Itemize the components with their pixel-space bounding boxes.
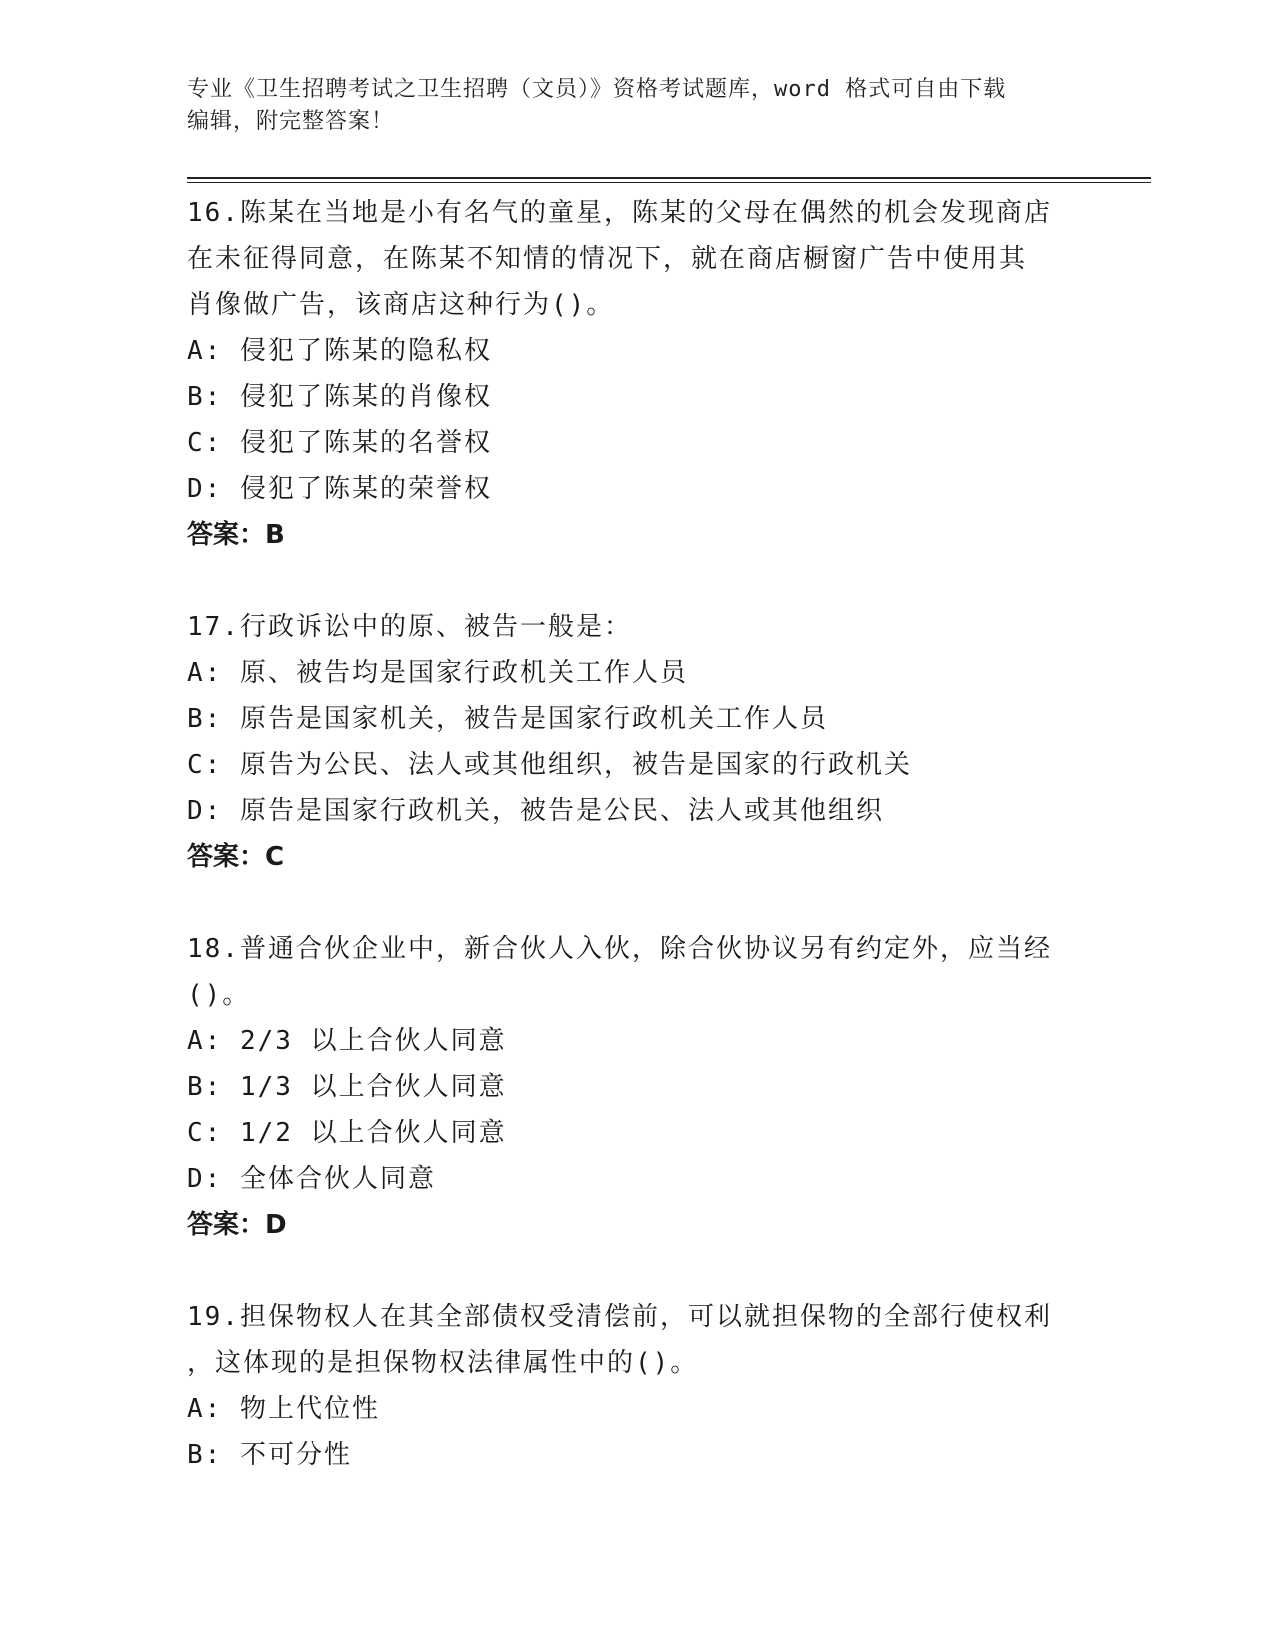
- question-list: [187, 190, 1087, 1478]
- question-19: [187, 1294, 1087, 1478]
- question-stem-line: 在未征得同意，在陈某不知情的情况下，就在商店橱窗广告中使用其: [187, 244, 1028, 274]
- answer-line: 答案：B: [187, 520, 285, 550]
- option-c: C: 原告为公民、法人或其他组织，被告是国家的行政机关: [187, 750, 912, 780]
- option-b: B: 1/3 以上合伙人同意: [187, 1072, 507, 1102]
- question-stem-line: ，这体现的是担保物权法律属性中的()。: [187, 1348, 699, 1378]
- question-stem-line: 18.普通合伙企业中，新合伙人入伙，除合伙协议另有约定外，应当经: [187, 934, 1052, 964]
- header-line-1: 专业《卫生招聘考试之卫生招聘（文员）》资格考试题库，word 格式可自由下载: [187, 77, 1007, 102]
- option-c: C: 侵犯了陈某的名誉权: [187, 428, 492, 458]
- option-b: B: 原告是国家机关，被告是国家行政机关工作人员: [187, 704, 828, 734]
- answer-line: 答案：D: [187, 1210, 287, 1240]
- option-a: A: 原、被告均是国家行政机关工作人员: [187, 658, 688, 688]
- header-line-2: 编辑，附完整答案！: [187, 109, 395, 134]
- answer-line: 答案：C: [187, 842, 285, 872]
- question-stem-line: 16.陈某在当地是小有名气的童星，陈某的父母在偶然的机会发现商店: [187, 198, 1052, 228]
- question-stem-line: 19.担保物权人在其全部债权受清偿前，可以就担保物的全部行使权利: [187, 1302, 1052, 1332]
- question-16: [187, 190, 1087, 558]
- question-stem-line: ()。: [187, 980, 251, 1010]
- question-stem-line: 肖像做广告，该商店这种行为()。: [187, 290, 615, 320]
- question-spacer: [187, 1248, 1087, 1294]
- question-18: [187, 926, 1087, 1248]
- option-d: D: 全体合伙人同意: [187, 1164, 436, 1194]
- option-b: B: 不可分性: [187, 1440, 352, 1470]
- option-a: A: 侵犯了陈某的隐私权: [187, 336, 492, 366]
- option-d: D: 原告是国家行政机关，被告是公民、法人或其他组织: [187, 796, 884, 826]
- header-divider-thin: [187, 182, 1151, 183]
- question-spacer: [187, 558, 1087, 604]
- option-d: D: 侵犯了陈某的荣誉权: [187, 474, 492, 504]
- question-stem-line: 17.行政诉讼中的原、被告一般是：: [187, 612, 632, 642]
- option-a: A: 2/3 以上合伙人同意: [187, 1026, 507, 1056]
- header-divider-thick: [187, 177, 1151, 179]
- option-a: A: 物上代位性: [187, 1394, 380, 1424]
- question-17: [187, 604, 1087, 880]
- document-header: [187, 74, 1087, 138]
- option-b: B: 侵犯了陈某的肖像权: [187, 382, 492, 412]
- option-c: C: 1/2 以上合伙人同意: [187, 1118, 507, 1148]
- question-spacer: [187, 880, 1087, 926]
